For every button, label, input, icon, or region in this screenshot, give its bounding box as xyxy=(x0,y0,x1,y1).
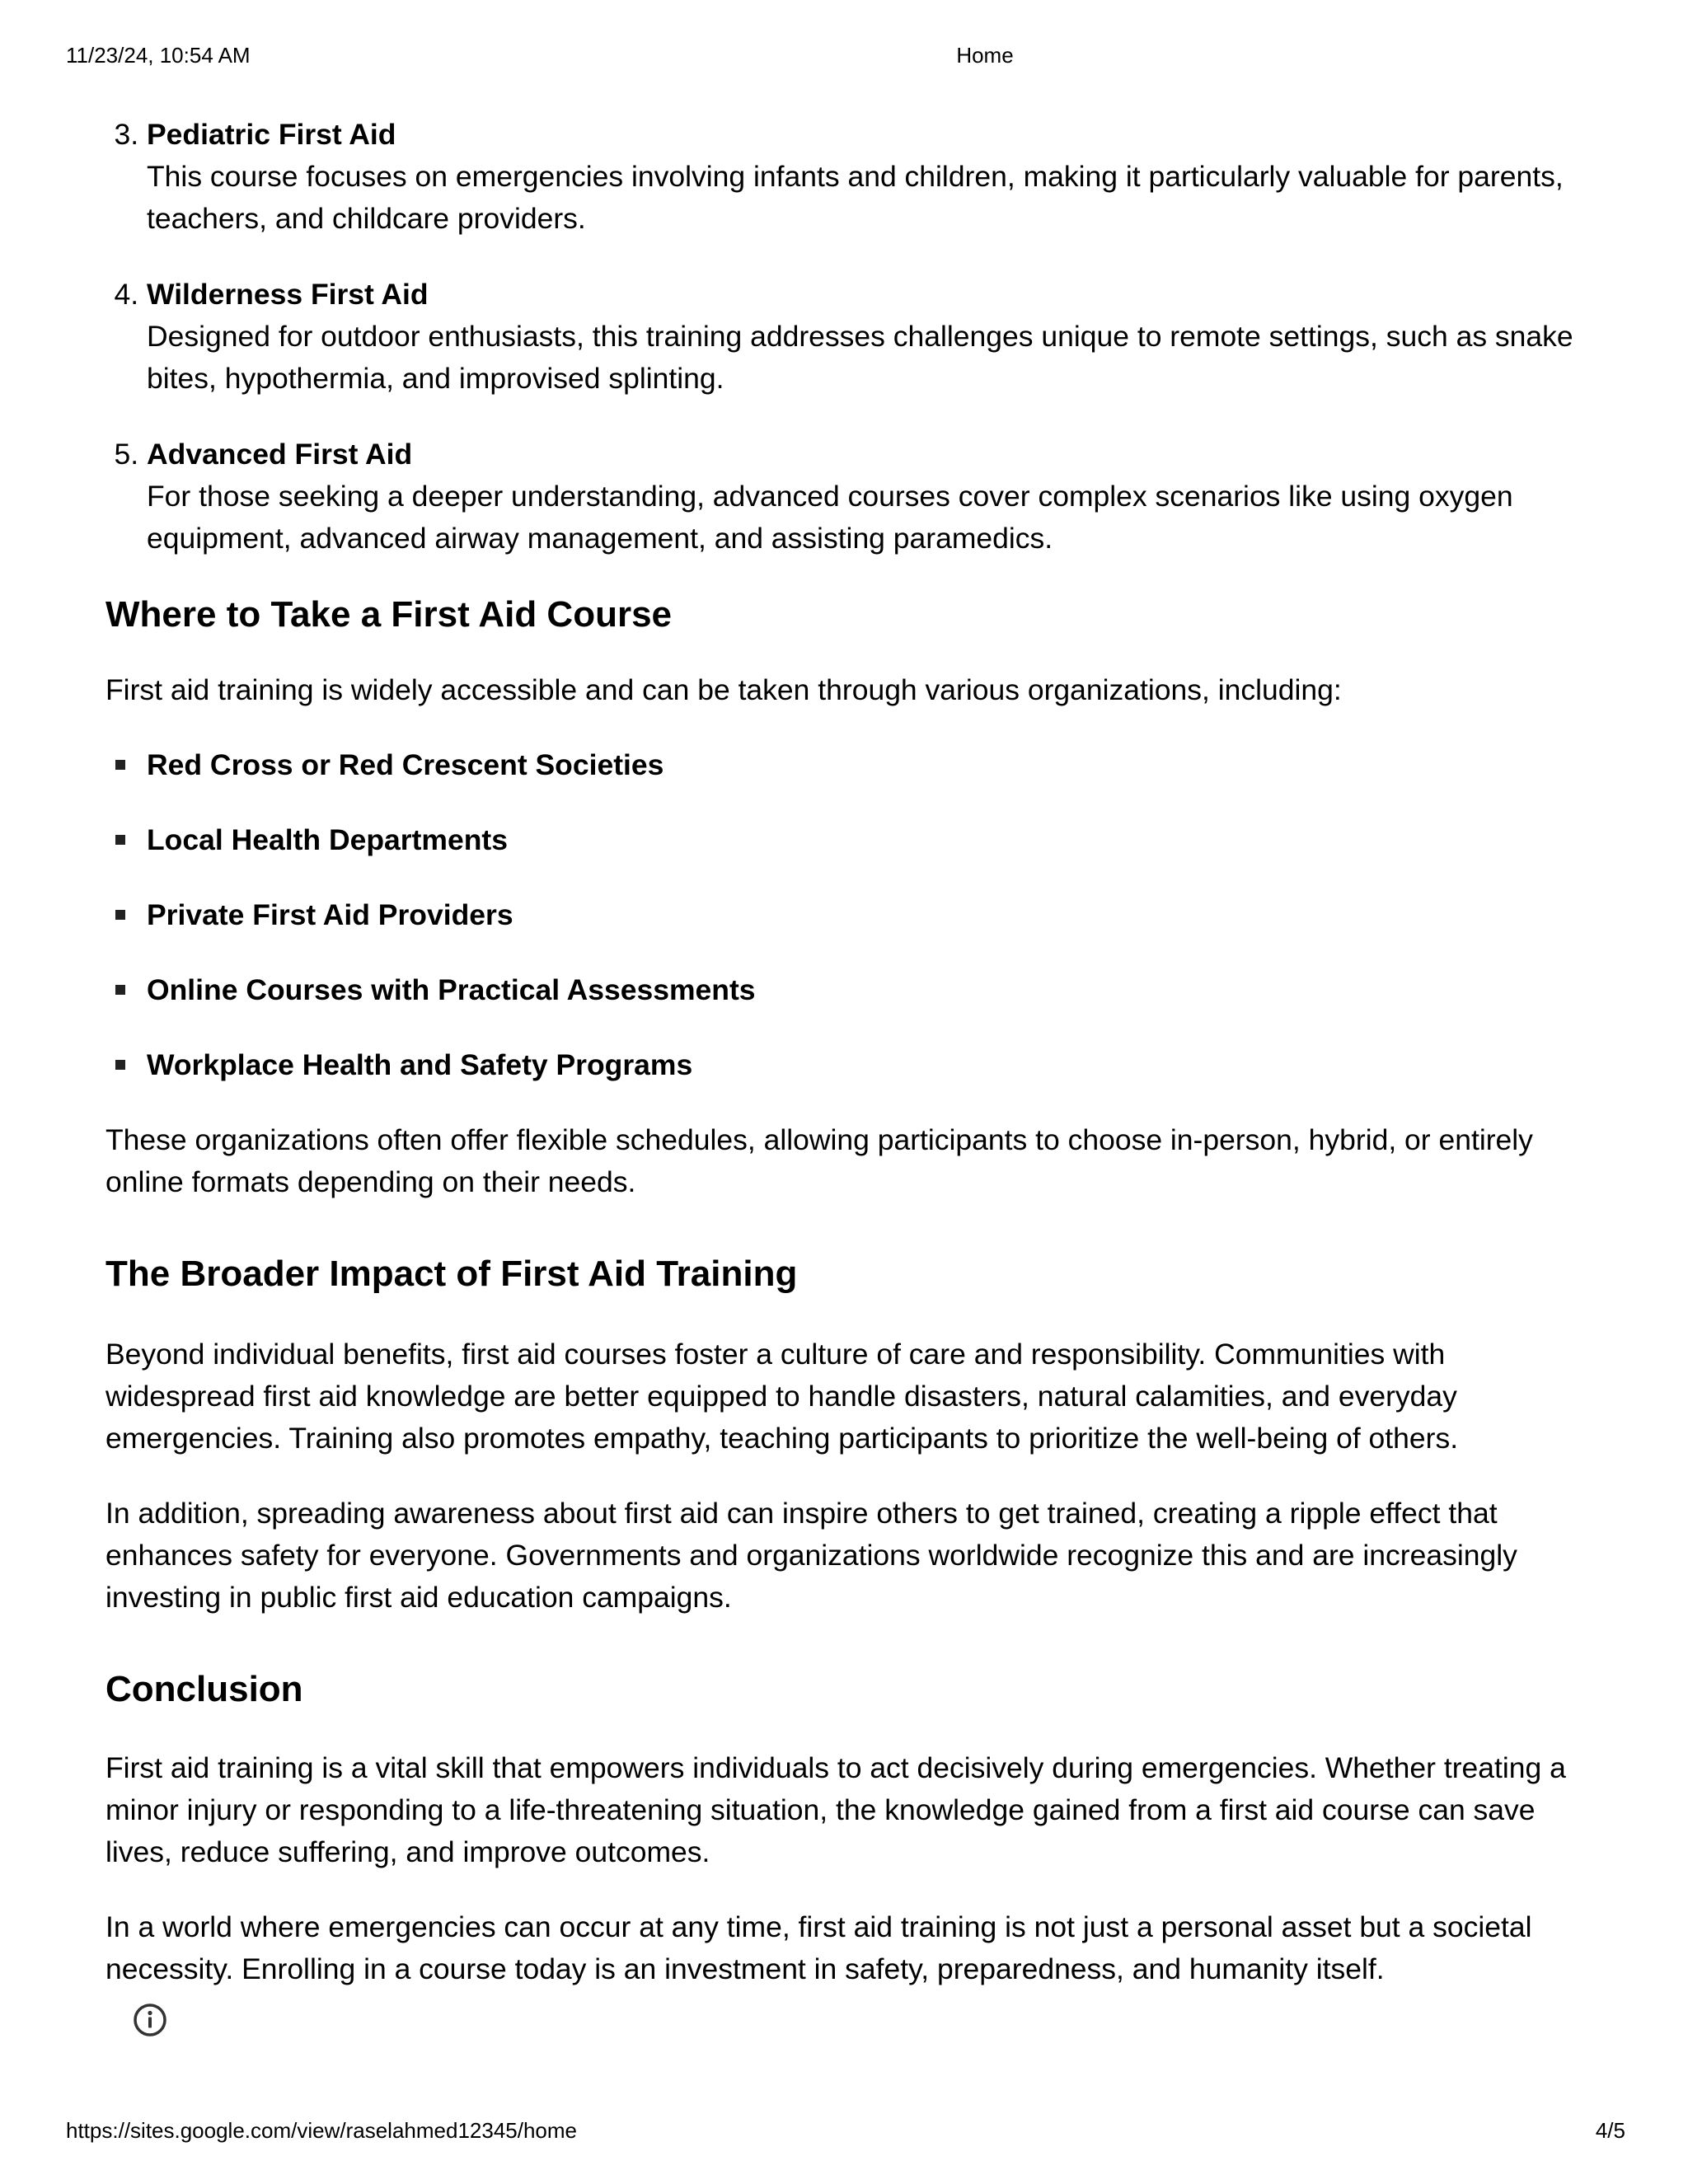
course-title: 3. Pediatric First Aid xyxy=(147,118,396,151)
organization-name: Local Health Departments xyxy=(147,823,508,856)
section-heading-impact: The Broader Impact of First Aid Training xyxy=(106,1254,798,1294)
list-item xyxy=(147,114,1589,240)
section-heading-conclusion: Conclusion xyxy=(106,1669,303,1709)
info-icon[interactable] xyxy=(133,2003,167,2037)
where-intro-paragraph: First aid training is widely accessible and can be taken through various organizations, including: xyxy=(106,673,1342,706)
list-item xyxy=(147,274,1589,400)
course-title: 4. Wilderness First Aid xyxy=(147,278,429,311)
square-bullet-icon xyxy=(115,1060,125,1070)
list-item xyxy=(147,744,1589,786)
print-page-title: Home xyxy=(956,43,1014,68)
print-timestamp: 11/23/24, 10:54 AM xyxy=(66,43,251,68)
page-url: https://sites.google.com/view/raselahmed12345/home xyxy=(66,2118,578,2143)
organization-name: Workplace Health and Safety Programs xyxy=(147,1048,693,1081)
article-content xyxy=(106,114,1589,1990)
organization-name: Private First Aid Providers xyxy=(147,898,513,931)
course-description: This course focuses on emergencies involving infants and children, making it particularly valuable for parents, teachers, and childcare providers. xyxy=(147,160,1564,235)
page-number: 4/5 xyxy=(1595,2118,1625,2143)
print-header xyxy=(0,43,1688,73)
conclusion-paragraph: In a world where emergencies can occur at any time, first aid training is not just a personal asset but a societal necessity. Enrolling in a course today is an investment in safety, preparedness, and humanity itself. xyxy=(106,1910,1532,1985)
course-description: Designed for outdoor enthusiasts, this training addresses challenges unique to remote settings, such as snake bites, hypothermia, and improvised splinting. xyxy=(147,320,1573,395)
list-item xyxy=(147,819,1589,861)
list-item xyxy=(147,969,1589,1011)
square-bullet-icon xyxy=(115,985,125,995)
print-footer xyxy=(0,2118,1688,2148)
impact-paragraph: Beyond individual benefits, first aid courses foster a culture of care and responsibility. Communities with widespread first aid knowledge are better equipped to handle disasters, natural calamities, and everyday emergencies. Training also promotes empathy, teaching participants to prioritize the well-being of others. xyxy=(106,1338,1459,1455)
section-heading-where: Where to Take a First Aid Course xyxy=(106,594,673,635)
list-item xyxy=(147,894,1589,936)
where-closing-paragraph: These organizations often offer flexible schedules, allowing participants to choose in-person, hybrid, or entirely online formats depending on their needs. xyxy=(106,1123,1533,1198)
square-bullet-icon xyxy=(115,835,125,845)
list-item xyxy=(147,1044,1589,1086)
list-item xyxy=(147,434,1589,560)
course-types-list xyxy=(106,114,1589,560)
conclusion-paragraph: First aid training is a vital skill that empowers individuals to act decisively during emergencies. Whether treating a minor injury or responding to a life-threatening situation, the knowledge gained from a first aid course can save lives, reduce suffering, and improve outcomes. xyxy=(106,1751,1566,1868)
organizations-list xyxy=(106,744,1589,1086)
course-description: For those seeking a deeper understanding, advanced courses cover complex scenarios like using oxygen equipment, advanced airway management, and assisting paramedics. xyxy=(147,480,1513,555)
impact-paragraph: In addition, spreading awareness about first aid can inspire others to get trained, creating a ripple effect that enhances safety for everyone. Governments and organizations worldwide recognize this and are increasingly investing in public first aid education campaigns. xyxy=(106,1497,1517,1614)
organization-name: Online Courses with Practical Assessments xyxy=(147,973,756,1006)
organization-name: Red Cross or Red Crescent Societies xyxy=(147,748,664,781)
square-bullet-icon xyxy=(115,910,125,920)
course-title: 5. Advanced First Aid xyxy=(147,438,413,471)
square-bullet-icon xyxy=(115,760,125,770)
